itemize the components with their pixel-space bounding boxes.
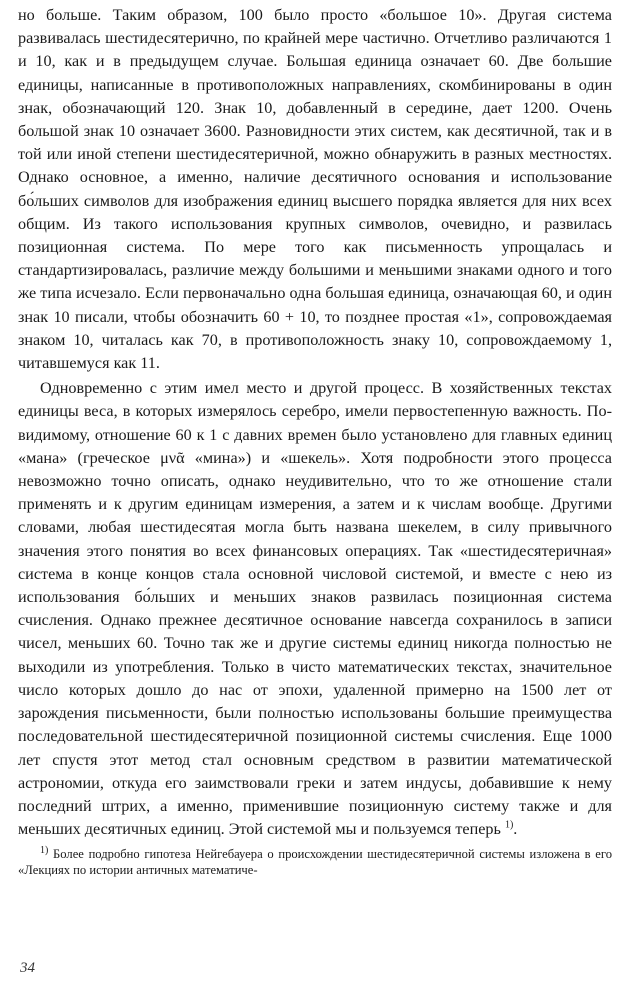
book-page xyxy=(18,4,612,994)
footnote xyxy=(18,847,612,878)
body-text xyxy=(18,4,612,841)
footnote-reference: 1) xyxy=(504,819,514,831)
page-number: 34 xyxy=(20,960,35,976)
paragraph-text: Одновременно с этим имел место и другой процесс. В хозяйственных текстах единицы веса, в которых измерялось серебро, имели первостепенную важность. По-видимому, отношение 60 к 1 с давних времен было установлено для главных единиц «мана» (греческое μνᾶ «мина») и «шекель». Хотя подробности этого процесса невозможно точно описать, однако неудивительно, что то же отношение стали применять и к другим единицам измерения, а затем и к числам вообще. Другими словами, любая шестидесятая могла быть названа шекелем, в силу привычного значения этого понятия во всех финансовых операциях. Так «шестидесятеричная» система в конце концов стала основной числовой системой, и вместе с нею из использования бо́льших и меньших знаков развилась позиционная система счисления. Однако прежнее десятичное основание навсегда сохранилось в записи чисел, меньших 60. Точно так же и другие системы единиц никогда полностью не выходили из употребления. Только в чисто математических текстах, значительное число которых дошло до нас от эпохи, удаленной примерно на 1500 лет от зарождения письменности, были полностью использованы большие преимущества последовательной шестидесятеричной позиционной системы счисления. Еще 1000 лет спустя этот метод стал основным средством в развитии математической астрономии, откуда его заимствовали греки и затем индусы, добавившие к нему последний штрих, а именно, применившие позиционную систему также и для меньших десятичных единиц. Этой системой мы и пользуемся теперь xyxy=(18,379,612,839)
footnote-marker: 1) xyxy=(40,845,49,857)
footnote-text: Более подробно гипотеза Нейгебауера о происхождении шестидесятеричной системы изложена в его «Лекциях по истории античных математиче- xyxy=(18,847,612,877)
paragraph: Одновременно с этим имел место и другой процесс. В хозяйственных текстах единицы веса, в которых измерялось серебро, имели первостепенную важность. По-видимому, отношение 60 к 1 с давних времен было установлено для главных единиц «мана» (греческое μνᾶ «мина») и «шекель». Хотя подробности этого процесса невозможно точно описать, однако неудивительно, что то же отношение стали применять и к другим единицам измерения, а затем и к числам вообще. Другими словами, любая шестидесятая могла быть названа шекелем, в силу привычного значения этого понятия во всех финансовых операциях. Так «шестидесятеричная» система в конце концов стала основной числовой системой, и вместе с нею из использования бо́льших и меньших знаков развилась позиционная система счисления. Однако прежнее десятичное основание навсегда сохранилось в записи чисел, меньших 60. Точно так же и другие системы единиц никогда полностью не выходили из употребления. Только в чисто математических текстах, значительное число которых дошло до нас от эпохи, удаленной примерно на 1500 лет от зарождения письменности, были полностью использованы большие преимущества последовательной шестидесятеричной позиционной системы счисления. Еще 1000 лет спустя этот метод стал основным средством в развитии математической астрономии, откуда его заимствовали греки и затем индусы, добавившие к нему последний штрих, а именно, применившие позиционную систему также и для меньших десятичных единиц. Этой системой мы и пользуемся теперь $^{1)}$. xyxy=(18,379,612,839)
paragraph-continued: но больше. Таким образом, 100 было просто «большое 10». Другая система развивалась шестидесятерично, по крайней мере частично. Отчетливо различаются 1 и 10, как и в предыдущем случае. Большая единица означает 60. Две большие единицы, написанные в противоположных направлениях, скомбинированы в один знак, обозначающий 120. Знак 10, добавленный в середине, дает 1200. Очень большой знак 10 означает 3600. Разновидности этих систем, как десятичной, так и в той или иной степени шестидесятеричной, можно обнаружить в разных местностях. Однако основное, а именно, наличие десятичного основания и использование бо́льших символов для изображения единиц высшего порядка является для них всех общим. Из такого использования крупных символов, очевидно, и развилась позиционная система. По мере того как письменность упрощалась и стандартизировалась, различие между большими и меньшими знаками одного и того же типа исчезало. Если первоначально одна большая единица, означающая 60, и один знак 10 писали, чтобы обозначить 60 + 10, то позднее простая «1», сопровождаемая знаком 10, читалась как 70, в противоположность знаку 10, сопровождаемому 1, читавшемуся как 11. xyxy=(18,6,612,373)
